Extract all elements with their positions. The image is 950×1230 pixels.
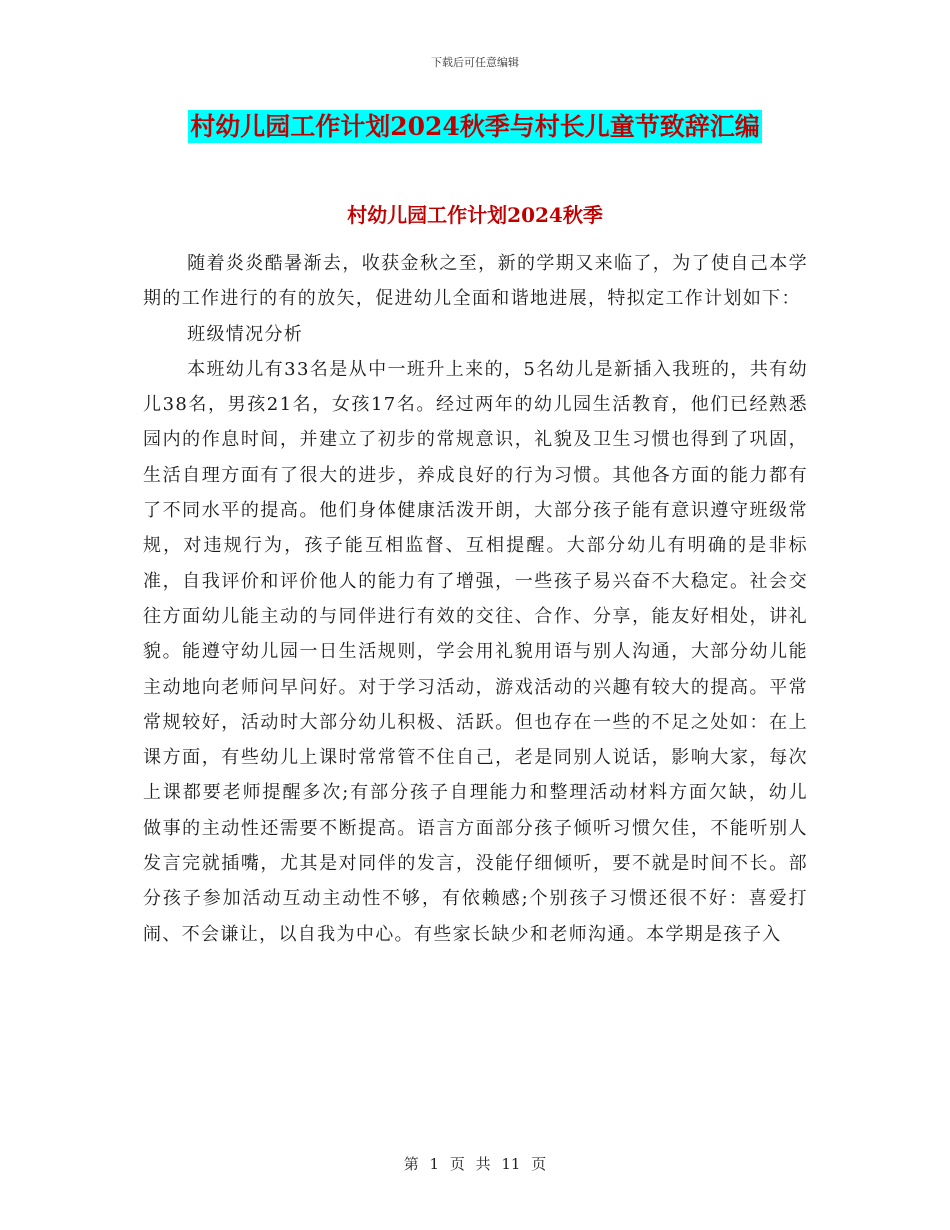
class-analysis-paragraph: 本班幼儿有33名是从中一班升上来的，5名幼儿是新插入我班的，共有幼儿38名，男孩21名，女孩17名。经过两年的幼儿园生活教育，他们已经熟悉园内的作息时间，并建立了初步的常规意识，礼貌及卫生习惯也得到了巩固，生活自理方面有了很大的进步，养成良好的行为习惯。其他各方面的能力都有了不同水平的提高。他们身体健康活泼开朗，大部分孩子能有意识遵守班级常规，对违规行为，孩子能互相监督、互相提醒。大部分幼儿有明确的是非标准，自我评价和评价他人的能力有了增强，一些孩子易兴奋不大稳定。社会交往方面幼儿能主动的与同伴进行有效的交往、合作、分享，能友好相处，讲礼貌。能遵守幼儿园一日生活规则，学会用礼貌用语与别人沟通，大部分幼儿能主动地向老师问早问好。对于学习活动，游戏活动的兴趣有较大的提高。平常常规较好，活动时大部分幼儿积极、活跃。但也存在一些的不足之处如：在上课方面，有些幼儿上课时常常管不住自己，老是同别人说话，影响大家，每次上课都要老师提醒多次;有部分孩子自理能力和整理活动材料方面欠缺，幼儿做事的主动性还需要不断提高。语言方面部分孩子倾听习惯欠佳，不能听别人发言完就插嘴，尤其是对同伴的发言，没能仔细倾听，要不就是时间不长。部分孩子参加活动互动主动性不够，有依赖感;个别孩子习惯还很不好：喜爱打闹、不会谦让，以自我为中心。有些家长缺少和老师沟通。本学期是孩子入 xyxy=(143,358,808,945)
page-header-note: 下载后可任意编辑 xyxy=(431,56,519,69)
page-footer: 第 1 页 共 11 页 xyxy=(403,1155,547,1173)
document-title-container xyxy=(0,110,950,143)
subheading-class-analysis: 班级情况分析 xyxy=(187,323,304,345)
document-body xyxy=(143,246,808,952)
intro-paragraph: 随着炎炎酷暑渐去，收获金秋之至，新的学期又来临了，为了使自己本学期的工作进行的有的放矢，促进幼儿全面和谐地进展，特拟定工作计划如下： xyxy=(143,253,808,310)
document-title: 村幼儿园工作计划2024秋季与村长儿童节致辞汇编 xyxy=(190,112,760,141)
section-title: 村幼儿园工作计划2024秋季 xyxy=(347,203,603,227)
